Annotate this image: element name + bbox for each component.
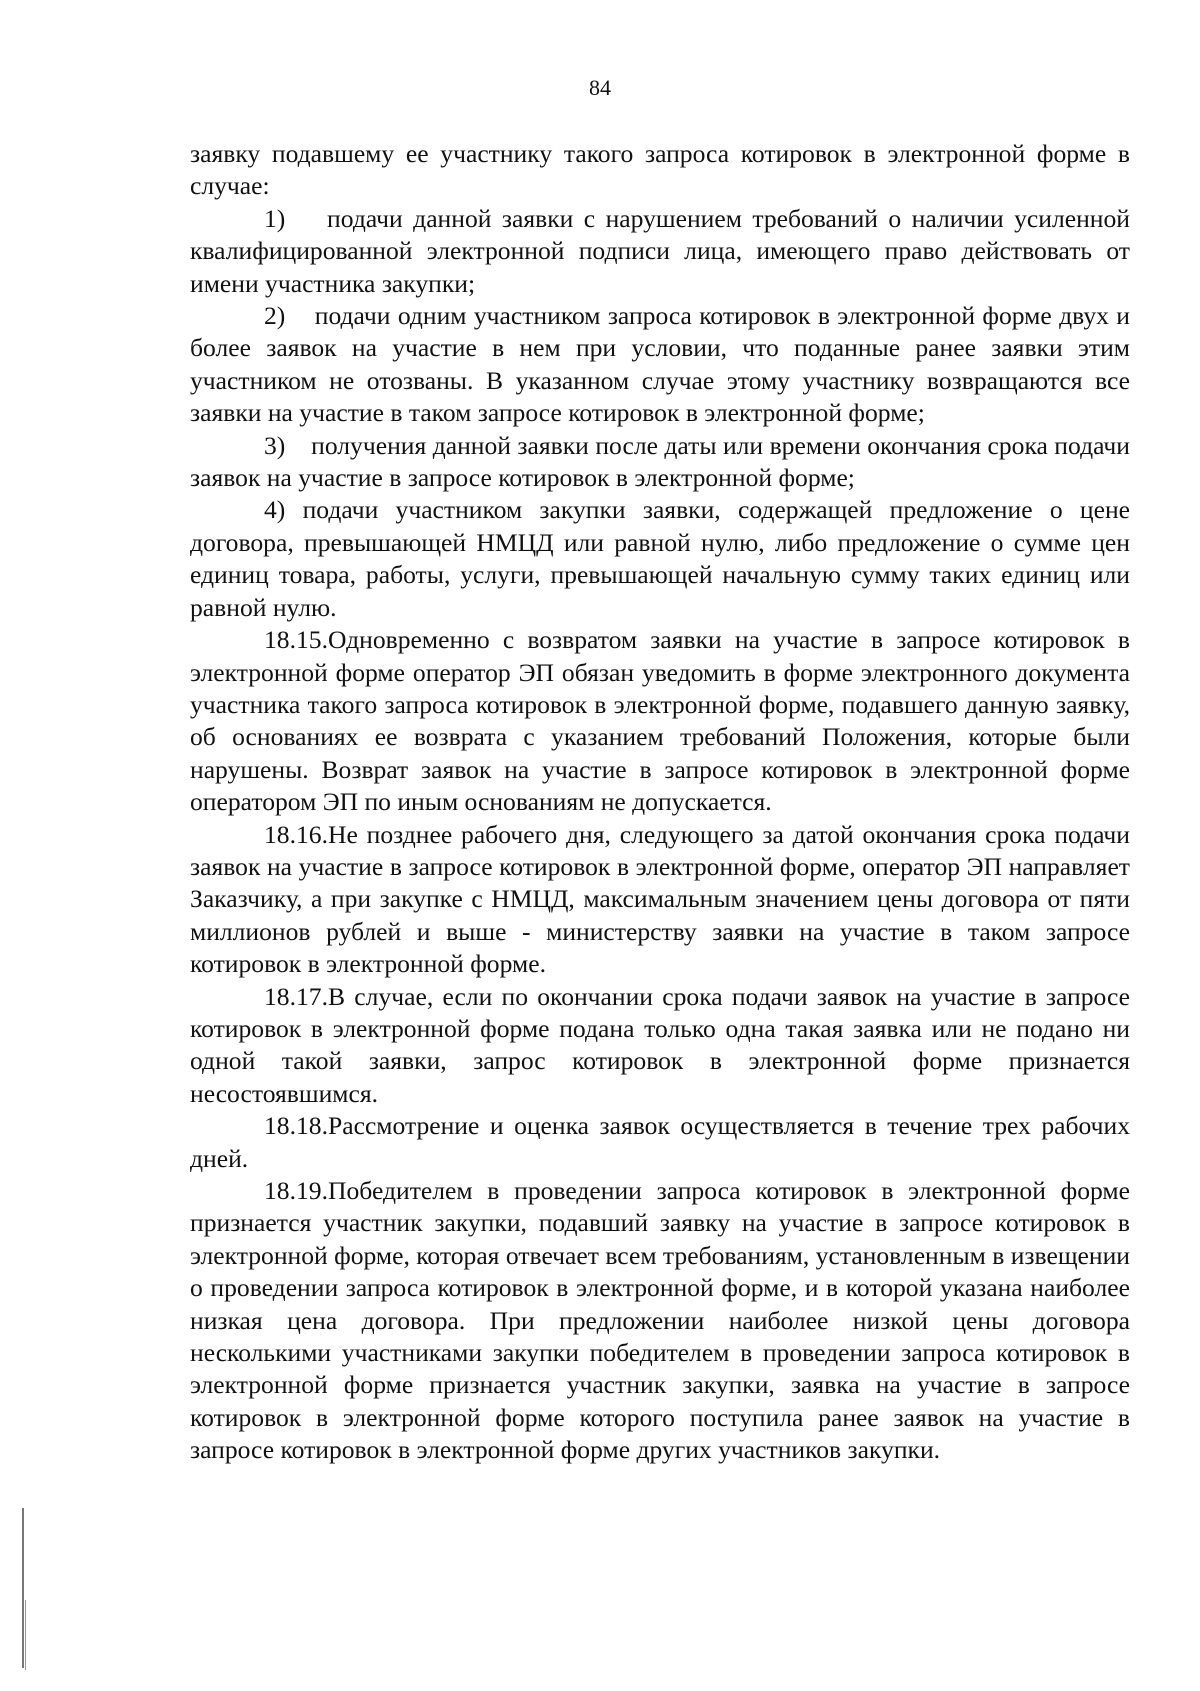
clause-18-19: 18.19.Победителем в проведении запроса котировок в электронной форме признается участник закупки, подавший заявку на участие в запросе котировок в электронной форме, которая отвечает всем требованиям, установленным в извещении о проведении запроса котировок в электронной форме, и в которой указана наиболее низкая цена договора. При предложении наиболее низкой цены договора несколькими участниками закупки победителем в проведении запроса котировок в электронной форме признается участник закупки, заявка на участие в запросе котировок в электронной форме которого поступила ранее заявок на участие в запросе котировок в электронной форме других участников закупки. — [190, 1176, 1130, 1465]
list-item-2: 2) подачи одним участником запроса котировок в электронной форме двух и более заявок на участие в нем при условии, что поданные ранее заявки этим участником не отозваны. В указанном случае этому участнику возвращаются все заявки на участие в таком запросе котировок в электронной форме; — [190, 301, 1130, 428]
page-number: 84 — [589, 75, 611, 100]
list-item-1: 1) подачи данной заявки с нарушением требований о наличии усиленной квалифицированной электронной подписи лица, имеющего право действовать от имени участника закупки; — [190, 203, 1130, 298]
list-item-4: 4) подачи участником закупки заявки, содержащей предложение о цене договора, превышающей НМЦД или равной нулю, либо предложение о сумме цен единиц товара, работы, услуги, превышающей начальную сумму таких единиц или равной нулю. — [190, 495, 1130, 622]
clause-18-15: 18.15.Одновременно с возвратом заявки на участие в запросе котировок в электронной форме оператор ЭП обязан уведомить в форме электронного документа участника такого запроса котировок в электронной форме, подавшего данную заявку, об основаниях ее возврата с указанием требований Положения, которые были нарушены. Возврат заявок на участие в запросе котировок в электронной форме оператором ЭП по иным основаниям не допускается. — [190, 625, 1130, 817]
scan-edge-mark — [22, 1508, 24, 1668]
document-body — [190, 138, 1130, 1467]
clause-18-16: 18.16.Не позднее рабочего дня, следующего за датой окончания срока подачи заявок на участие в запросе котировок в электронной форме, оператор ЭП направляет Заказчику, а при закупке с НМЦД, максимальным значением цены договора от пяти миллионов рублей и выше - министерству заявки на участие в таком запросе котировок в электронной форме. — [190, 819, 1130, 979]
list-item-3: 3) получения данной заявки после даты или времени окончания срока подачи заявок на участие в запросе котировок в электронной форме; — [190, 430, 1130, 493]
clause-18-17: 18.17.В случае, если по окончании срока подачи заявок на участие в запросе котировок в электронной форме подана только одна такая заявка или не подано ни одной такой заявки, запрос котировок в электронной форме признается несостоявшимся. — [190, 981, 1130, 1108]
scan-edge-mark-secondary — [25, 1600, 26, 1670]
clause-18-18: 18.18.Рассмотрение и оценка заявок осуществляется в течение трех рабочих дней. — [190, 1111, 1130, 1173]
paragraph-continuation: заявку подавшему ее участнику такого запроса котировок в электронной форме в случае: — [190, 139, 1130, 201]
